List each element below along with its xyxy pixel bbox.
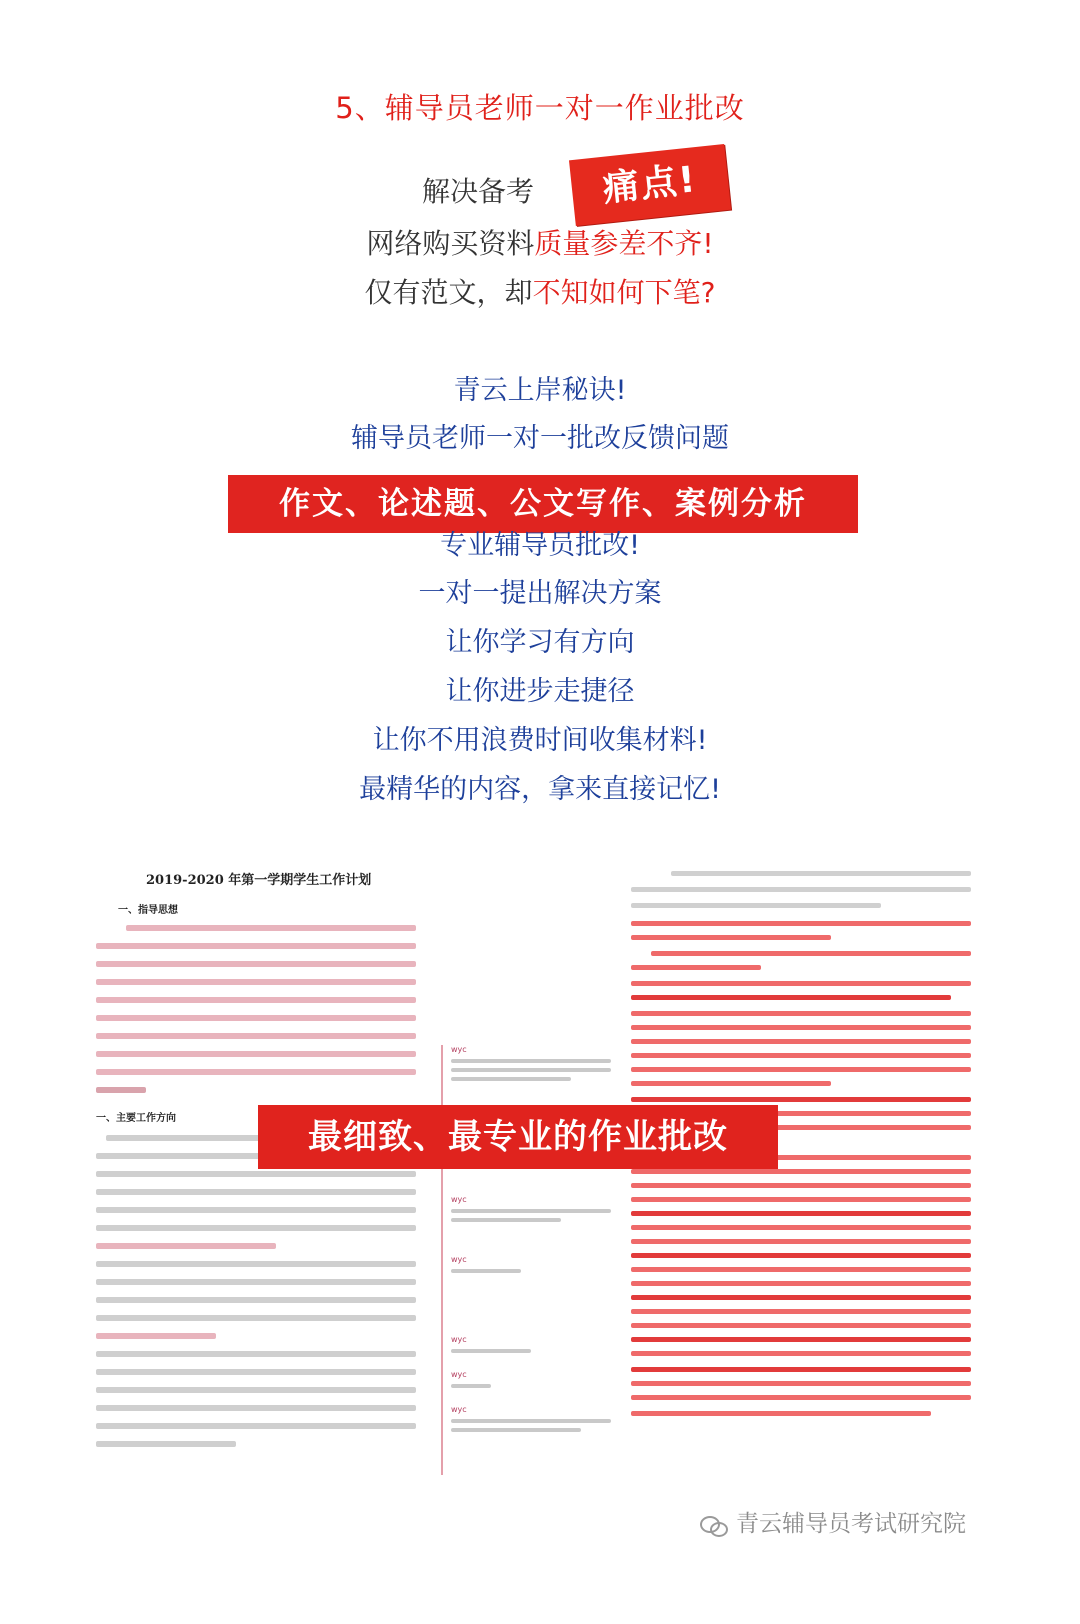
pain-line-2 [0, 271, 1080, 311]
benefit-item: 最精华的内容，拿来直接记忆! [359, 774, 721, 805]
document-heading-2: 一、主要工作方向 [96, 1113, 176, 1124]
document-text-line [96, 1051, 416, 1057]
document-text-line [96, 1333, 216, 1339]
document-heading-1: 一、指导思想 [118, 905, 178, 916]
document-text-line [96, 1207, 416, 1213]
pain-line-1-highlight: 质量参差不齐! [534, 227, 714, 260]
homework-preview [96, 865, 986, 1490]
document-title: 2019-2020 年第一学期学生工作计划 [146, 873, 372, 888]
account-watermark [700, 1505, 966, 1538]
secret-title: 青云上岸秘诀! [453, 375, 627, 406]
document-text-line [96, 1261, 416, 1267]
pain-line-2-highlight: 不知如何下笔? [532, 276, 716, 309]
review-comment [451, 1405, 621, 1432]
secret-subtitle: 辅导员老师一对一批改反馈问题 [351, 423, 729, 454]
document-text-line [96, 1441, 236, 1447]
benefit-item: 让你学习有方向 [445, 627, 635, 658]
benefit-item: 专业辅导员批改! [440, 530, 640, 561]
document-text-line [96, 1297, 416, 1303]
comment-author: wyc [451, 1335, 467, 1344]
comment-author: wyc [451, 1255, 467, 1264]
pain-line-2-prefix: 仅有范文，却 [364, 276, 533, 309]
document-text-line [96, 1405, 416, 1411]
comment-author: wyc [451, 1405, 467, 1414]
wechat-icon [700, 1514, 730, 1536]
document-text-line [96, 1087, 146, 1093]
watermark-text: 青云辅导员考试研究院 [736, 1511, 966, 1537]
document-text-line [96, 979, 416, 985]
document-text-line [96, 1279, 416, 1285]
document-text-line [96, 997, 416, 1003]
detailed-review-banner: 最细致、最专业的作业批改 [258, 1105, 778, 1169]
document-text-line [96, 1315, 416, 1321]
document-text-line [96, 1243, 276, 1249]
document-text-line [96, 1225, 416, 1231]
document-text-line [96, 1189, 416, 1195]
pain-lead-row [0, 170, 1080, 210]
benefit-item: 让你进步走捷径 [445, 676, 635, 707]
benefit-item: 让你不用浪费时间收集材料! [372, 725, 708, 756]
document-text-line [96, 1015, 416, 1021]
document-text-line [96, 943, 416, 949]
document-text-line [96, 1351, 416, 1357]
comment-author: wyc [451, 1045, 467, 1054]
pain-line-1 [0, 222, 1080, 262]
pain-point-badge: 痛点! [569, 144, 731, 226]
comment-author: wyc [451, 1195, 467, 1204]
document-text-line [96, 1171, 416, 1177]
subject-banner: 作文、论述题、公文写作、案例分析 [228, 475, 858, 533]
document-text-line [96, 1069, 416, 1075]
document-text-line [96, 1423, 416, 1429]
review-comment [451, 1045, 621, 1081]
review-comment [451, 1195, 621, 1222]
section-title: 5、辅导员老师一对一作业批改 [335, 91, 745, 125]
review-comment [451, 1370, 621, 1388]
benefit-item: 一对一提出解决方案 [418, 578, 662, 609]
pain-lead-text: 解决备考 [421, 175, 534, 208]
comment-author: wyc [451, 1370, 467, 1379]
document-text-line [96, 1033, 416, 1039]
review-comment [451, 1335, 621, 1353]
document-text-line [96, 1387, 416, 1393]
review-comment [451, 1255, 621, 1273]
pain-line-1-prefix: 网络购买资料 [366, 227, 535, 260]
document-text-line [96, 1369, 416, 1375]
document-text-line [96, 961, 416, 967]
document-text-line [126, 925, 416, 931]
homework-document-left [96, 865, 626, 1490]
